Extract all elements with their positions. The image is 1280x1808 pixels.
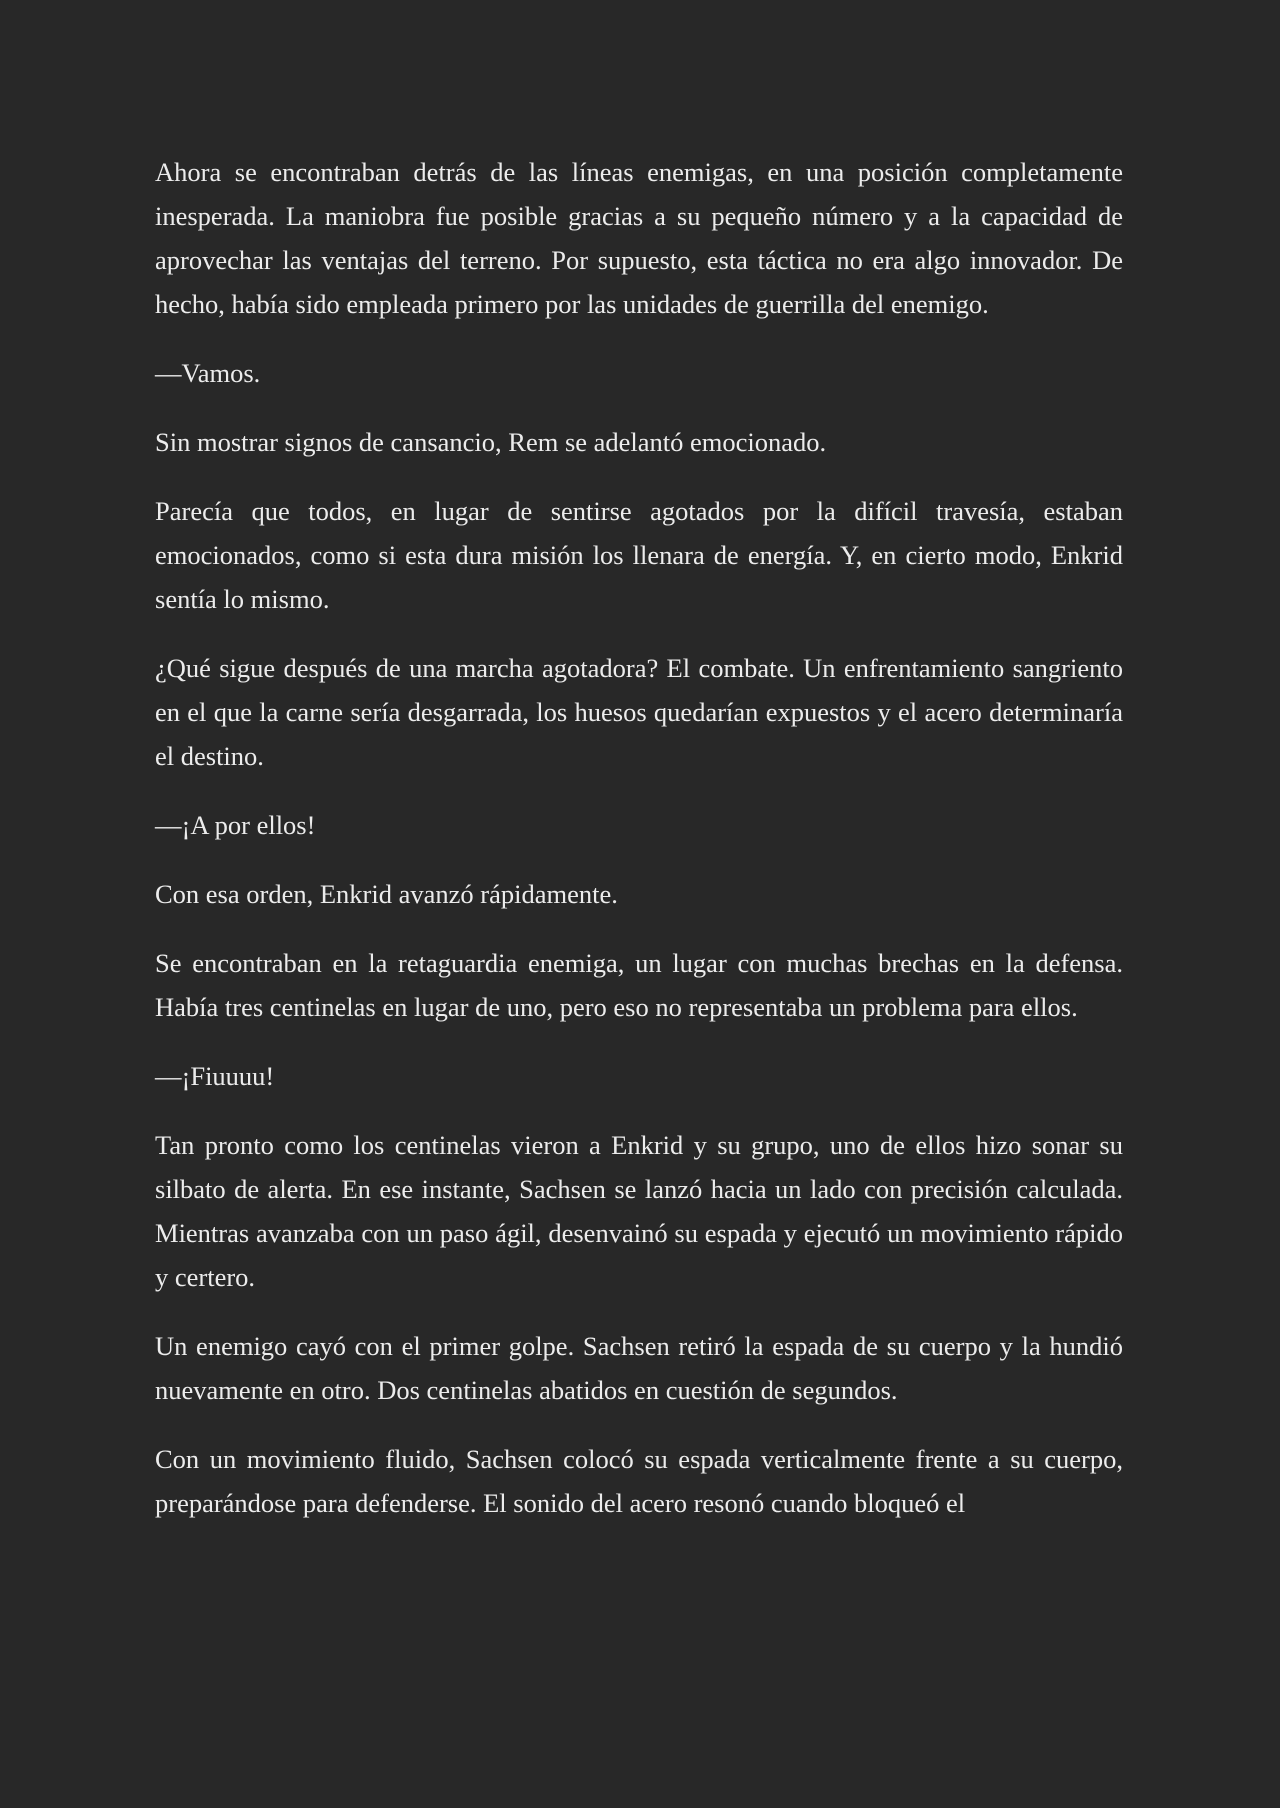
paragraph: Tan pronto como los centinelas vieron a Enkrid y su grupo, uno de ellos hizo sonar su silbato de alerta. En ese instante, Sachsen se lanzó hacia un lado con precisión calculada. Mientras avanzaba con un paso ágil, desenvainó su espada y ejecutó un movimiento rápido y certero.	[155, 1130, 1123, 1292]
paragraph: —Vamos.	[155, 358, 261, 388]
chapter-text	[155, 150, 1123, 1550]
paragraph: —¡Fiuuuu!	[155, 1061, 275, 1091]
paragraph: ¿Qué sigue después de una marcha agotadora? El combate. Un enfrentamiento sangriento en el que la carne sería desgarrada, los huesos quedarían expuestos y el acero determinaría el destino.	[155, 653, 1123, 771]
paragraph: Un enemigo cayó con el primer golpe. Sachsen retiró la espada de su cuerpo y la hundió nuevamente en otro. Dos centinelas abatidos en cuestión de segundos.	[155, 1331, 1123, 1405]
paragraph: Parecía que todos, en lugar de sentirse agotados por la difícil travesía, estaban emocionados, como si esta dura misión los llenara de energía. Y, en cierto modo, Enkrid sentía lo mismo.	[155, 496, 1123, 614]
paragraph: Sin mostrar signos de cansancio, Rem se adelantó emocionado.	[155, 427, 827, 457]
paragraph: Con un movimiento fluido, Sachsen colocó su espada verticalmente frente a su cuerpo, preparándose para defenderse. El sonido del acero resonó cuando bloqueó el	[155, 1444, 1123, 1518]
paragraph: Se encontraban en la retaguardia enemiga, un lugar con muchas brechas en la defensa. Había tres centinelas en lugar de uno, pero eso no representaba un problema para ellos.	[155, 948, 1123, 1022]
paragraph: Con esa orden, Enkrid avanzó rápidamente.	[155, 879, 618, 909]
paragraph: —¡A por ellos!	[155, 810, 316, 840]
paragraph: Ahora se encontraban detrás de las líneas enemigas, en una posición completamente inesperada. La maniobra fue posible gracias a su pequeño número y a la capacidad de aprovechar las ventajas del terreno. Por supuesto, esta táctica no era algo innovador. De hecho, había sido empleada primero por las unidades de guerrilla del enemigo.	[155, 157, 1123, 319]
